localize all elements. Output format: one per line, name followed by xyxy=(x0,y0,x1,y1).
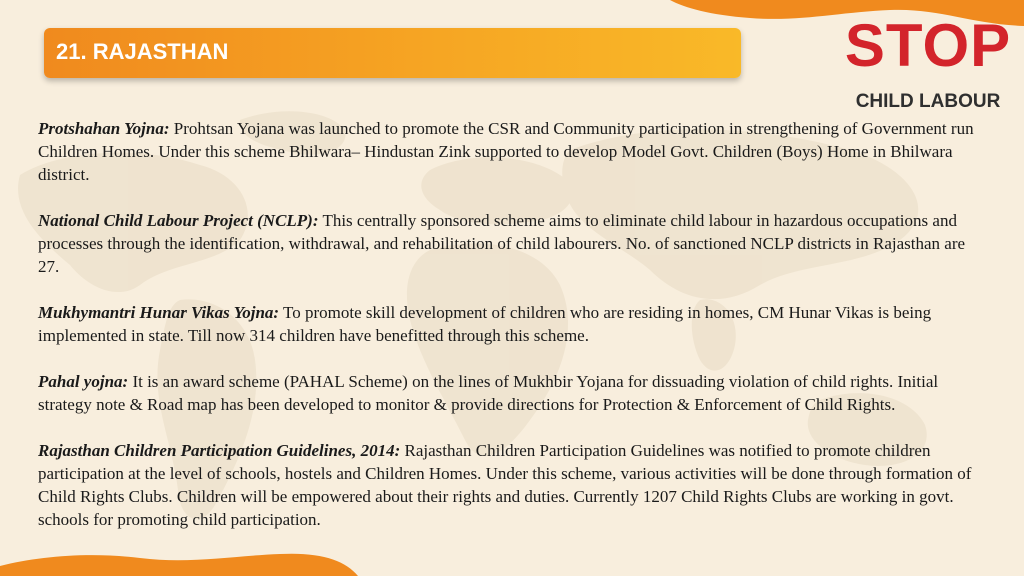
child-labour-logo-text: CHILD LABOUR xyxy=(855,91,1001,112)
page-title: 21. RAJASTHAN xyxy=(56,39,229,64)
bottom-left-orange-blob xyxy=(0,552,360,576)
paragraph-protshahan xyxy=(38,117,988,186)
paragraph-hunar-vikas xyxy=(38,301,988,347)
paragraph-body: To promote skill development of children who are residing in homes, CM Hunar Vikas is being implemented in state. Till now 314 children have benefitted through this scheme. xyxy=(38,303,932,345)
paragraph-nclp xyxy=(38,209,988,278)
paragraph-lead: National Child Labour Project (NCLP): xyxy=(38,211,319,230)
paragraph-lead: Pahal yojna: xyxy=(38,372,129,391)
title-bar xyxy=(44,28,741,78)
paragraph-body: This centrally sponsored scheme aims to eliminate child labour in hazardous occupations and processes through the identification, withdrawal, and rehabilitation of child labourers. No. of sanctioned NCLP districts in Rajasthan are 27. xyxy=(38,211,966,276)
paragraph-body: It is an award scheme (PAHAL Scheme) on the lines of Mukhbir Yojana for dissuading violation of child rights. Initial strategy note & Road map has been developed to monitor & provide directions for Protection & Enforcement of Child Rights. xyxy=(38,372,939,414)
paragraph-body: Rajasthan Children Participation Guidelines was notified to promote children participation at the level of schools, hostels and Children Homes. Under this scheme, various activities will be done through formation of Child Rights Clubs. Children will be empowered about their rights and duties. Currently 1207 Child Rights Clubs are working in govt. schools for promoting child participation. xyxy=(38,441,972,529)
paragraph-lead: Rajasthan Children Participation Guidelines, 2014: xyxy=(38,441,401,460)
paragraph-lead: Mukhymantri Hunar Vikas Yojna: xyxy=(38,303,280,322)
paragraph-pahal xyxy=(38,370,988,416)
paragraph-participation-guidelines xyxy=(38,439,988,531)
content-body xyxy=(38,117,988,554)
stop-logo-text: STOP xyxy=(844,12,1012,79)
paragraph-lead: Protshahan Yojna: xyxy=(38,119,170,138)
paragraph-body: Prohtsan Yojana was launched to promote the CSR and Community participation in strengthening of Government run Children Homes. Under this scheme Bhilwara– Hindustan Zink supported to develop Model Govt. Children (Boys) Home in Bhilwara district. xyxy=(38,119,974,184)
